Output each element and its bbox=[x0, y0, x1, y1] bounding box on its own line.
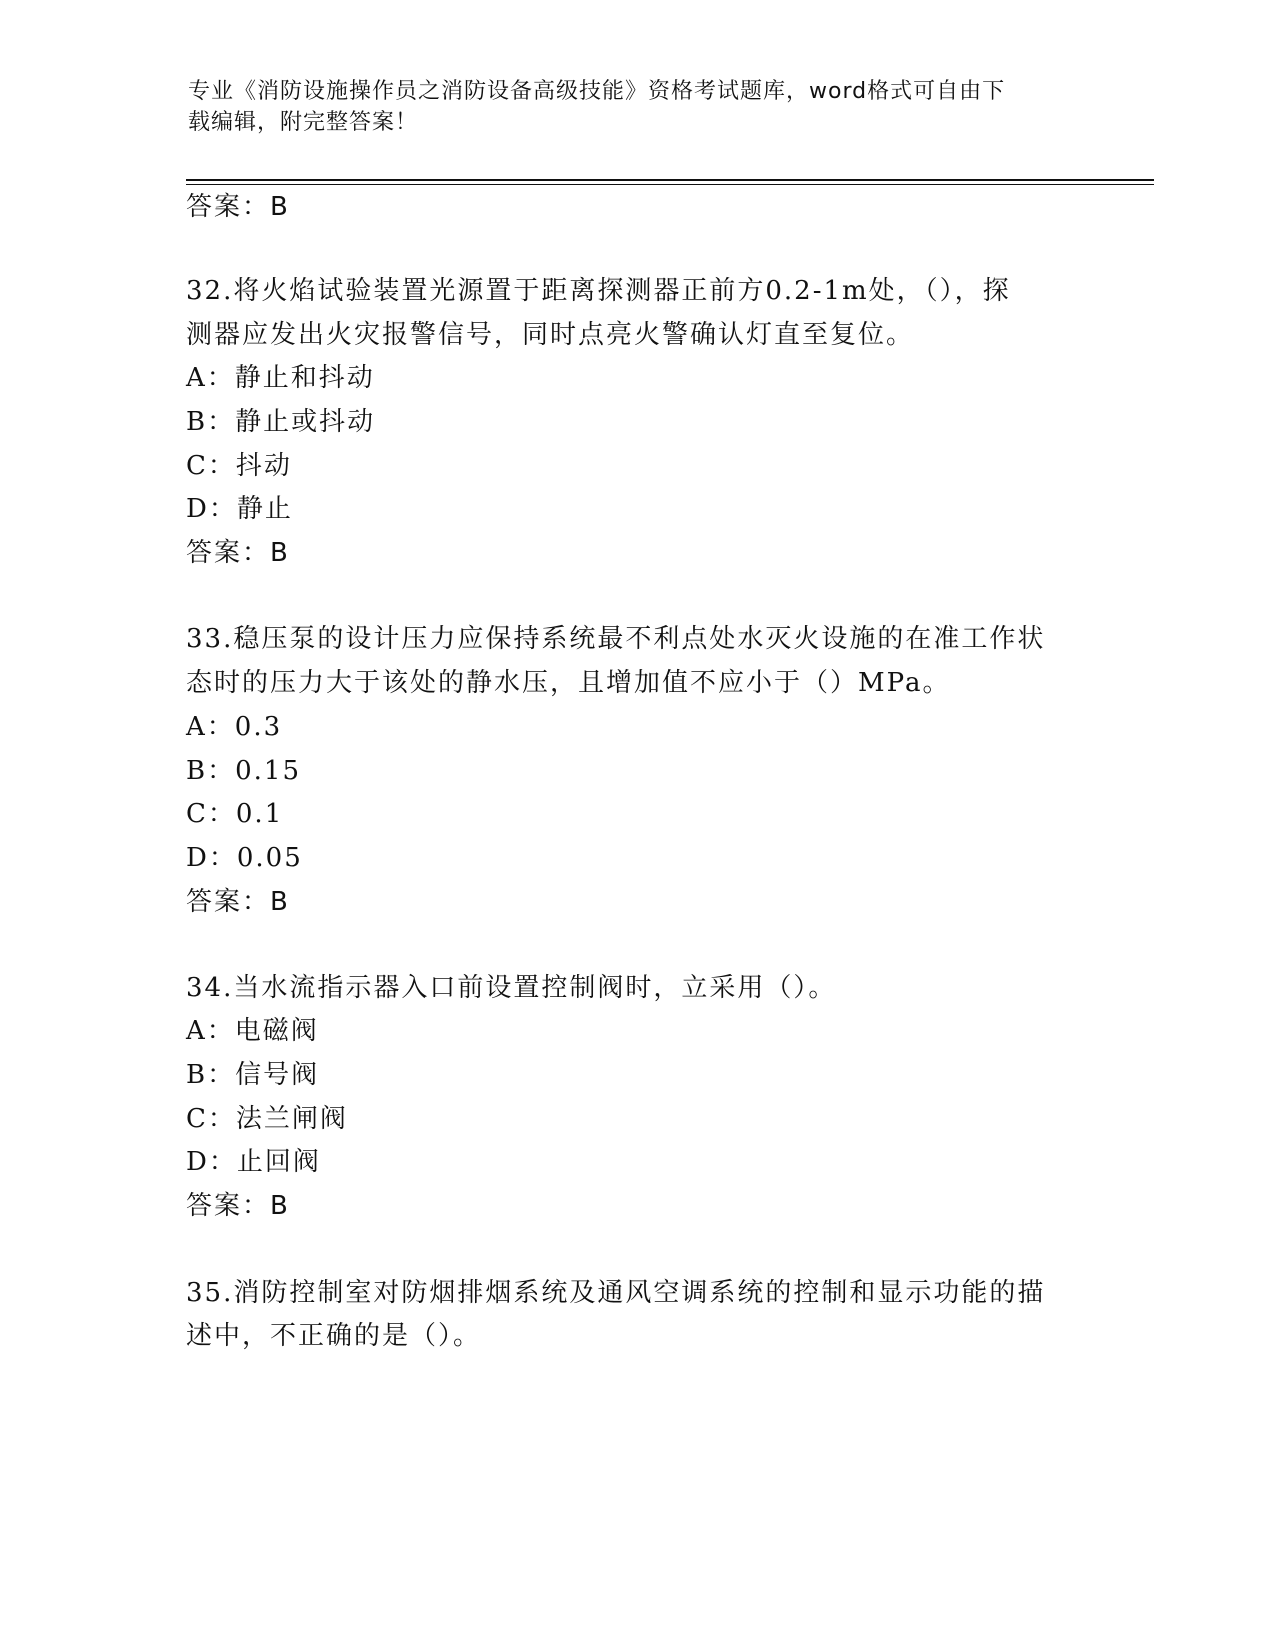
question-32-option-d: D：静止 bbox=[186, 494, 293, 524]
question-33-line-1: 33.稳压泵的设计压力应保持系统最不利点处水灭火设施的在准工作状 bbox=[186, 624, 1046, 654]
question-32-option-b: B：静止或抖动 bbox=[186, 407, 376, 437]
header-line-1: 专业《消防设施操作员之消防设备高级技能》资格考试题库，word格式可自由下 bbox=[188, 79, 1006, 104]
question-33-option-c: C：0.1 bbox=[186, 799, 284, 829]
question-32-answer: 答案：B bbox=[186, 538, 290, 568]
question-33-line-2: 态时的压力大于该处的静水压，且增加值不应小于（）MPa。 bbox=[186, 668, 951, 698]
question-32-option-a: A：静止和抖动 bbox=[186, 363, 375, 393]
question-34-option-d: D：止回阀 bbox=[186, 1147, 321, 1177]
question-35-line-1: 35.消防控制室对防烟排烟系统及通风空调系统的控制和显示功能的描 bbox=[186, 1278, 1046, 1308]
question-33-option-a: A：0.3 bbox=[186, 712, 283, 742]
question-32-line-1: 32.将火焰试验装置光源置于距离探测器正前方0.2-1m处，（），探 bbox=[186, 276, 1011, 306]
question-34-line-1: 34.当水流指示器入口前设置控制阀时，立采用（）。 bbox=[186, 973, 837, 1003]
question-34-option-c: C：法兰闸阀 bbox=[186, 1104, 348, 1134]
question-33-option-d: D：0.05 bbox=[186, 843, 303, 873]
question-33-option-b: B：0.15 bbox=[186, 756, 301, 786]
question-34-option-b: B：信号阀 bbox=[186, 1060, 320, 1090]
question-32-option-c: C：抖动 bbox=[186, 451, 292, 481]
question-32-line-2: 测器应发出火灾报警信号，同时点亮火警确认灯直至复位。 bbox=[186, 320, 915, 350]
question-34-option-a: A：电磁阀 bbox=[186, 1016, 319, 1046]
question-35-line-2: 述中，不正确的是（）。 bbox=[186, 1321, 482, 1351]
question-34-answer: 答案：B bbox=[186, 1191, 290, 1221]
header-line-2: 载编辑，附完整答案！ bbox=[188, 110, 419, 135]
page-header bbox=[188, 76, 1068, 138]
question-33-answer: 答案：B bbox=[186, 887, 290, 917]
previous-answer: 答案：B bbox=[186, 192, 290, 222]
header-rule-thick bbox=[186, 179, 1154, 181]
header-rule-thin bbox=[186, 184, 1154, 185]
